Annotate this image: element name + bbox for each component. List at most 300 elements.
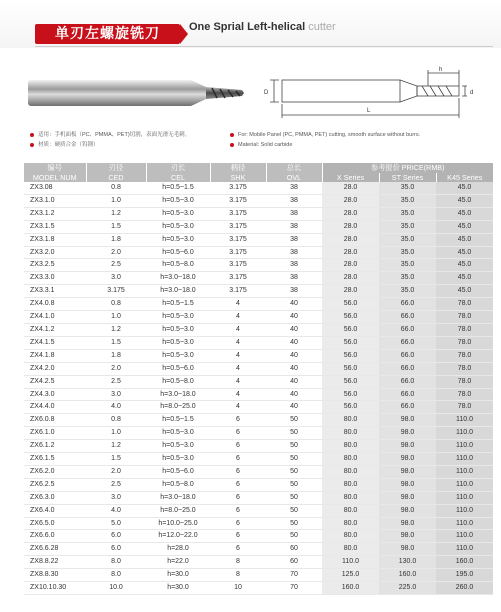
cell-ovl: 50 [266, 504, 322, 517]
cell-ced: 2.5 [86, 375, 146, 388]
cell-cel: h=0.5~1.5 [146, 414, 210, 427]
table-row [24, 220, 493, 233]
cell-ced: 1.2 [86, 207, 146, 220]
cell-k: 110.0 [436, 504, 493, 517]
cell-model: ZX3.1.2 [24, 207, 86, 220]
header-cel-cn: 刃长 [146, 163, 210, 173]
cell-model: ZX3.2.0 [24, 246, 86, 259]
cell-shk: 3.175 [210, 233, 266, 246]
cell-cel: h=30.0 [146, 569, 210, 582]
cell-cel: h=0.5~3.0 [146, 427, 210, 440]
table-row [24, 453, 493, 466]
cell-x: 80.0 [322, 517, 379, 530]
cell-x: 80.0 [322, 530, 379, 543]
table-row [24, 233, 493, 246]
cell-st: 98.0 [379, 414, 436, 427]
cell-cel: h=0.5~8.0 [146, 259, 210, 272]
cell-x: 125.0 [322, 569, 379, 582]
cell-k: 45.0 [436, 246, 493, 259]
cell-shk: 6 [210, 491, 266, 504]
header-ovl-en: OVL [266, 173, 322, 183]
cell-st: 98.0 [379, 517, 436, 530]
cell-x: 80.0 [322, 453, 379, 466]
cell-k: 110.0 [436, 543, 493, 556]
header-st-series: ST Series [379, 173, 436, 183]
cell-st: 98.0 [379, 453, 436, 466]
header-model-cn: 编号 [24, 163, 86, 173]
cell-ovl: 40 [266, 388, 322, 401]
cell-ced: 1.5 [86, 220, 146, 233]
cell-x: 56.0 [322, 362, 379, 375]
cell-x: 56.0 [322, 323, 379, 336]
cell-cel: h=3.0~18.0 [146, 491, 210, 504]
cell-ced: 1.8 [86, 349, 146, 362]
cell-ced: 0.8 [86, 182, 146, 194]
cell-ovl: 50 [266, 491, 322, 504]
cell-model: ZX6.4.0 [24, 504, 86, 517]
cell-x: 80.0 [322, 491, 379, 504]
cell-model: ZX3.08 [24, 182, 86, 194]
title-en [189, 21, 336, 33]
cell-ovl: 38 [266, 285, 322, 298]
table-row [24, 311, 493, 324]
table-row [24, 388, 493, 401]
cell-shk: 6 [210, 427, 266, 440]
cell-model: ZX6.1.5 [24, 453, 86, 466]
cell-x: 80.0 [322, 465, 379, 478]
cell-shk: 6 [210, 504, 266, 517]
title-en-main: One Sprial Left-helical [189, 21, 309, 33]
cell-ovl: 40 [266, 311, 322, 324]
table-row [24, 427, 493, 440]
cell-ced: 3.0 [86, 491, 146, 504]
cell-shk: 3.175 [210, 194, 266, 207]
cell-model: ZX4.0.8 [24, 298, 86, 311]
cell-x: 28.0 [322, 233, 379, 246]
cell-st: 66.0 [379, 311, 436, 324]
cell-k: 45.0 [436, 259, 493, 272]
bottom-fade [0, 605, 501, 612]
cell-ced: 10.0 [86, 582, 146, 595]
cell-ced: 3.0 [86, 272, 146, 285]
cell-ced: 3.175 [86, 285, 146, 298]
cell-model: ZX6.1.2 [24, 440, 86, 453]
cell-x: 28.0 [322, 182, 379, 194]
table-row [24, 207, 493, 220]
cell-ovl: 40 [266, 375, 322, 388]
bullet-icon [230, 133, 234, 137]
cell-k: 110.0 [436, 478, 493, 491]
cell-st: 98.0 [379, 491, 436, 504]
cell-cel: h=0.5~3.0 [146, 233, 210, 246]
cell-st: 66.0 [379, 336, 436, 349]
header-ced-en: CED [86, 173, 146, 183]
cell-ced: 1.0 [86, 427, 146, 440]
bullet-icon [230, 143, 234, 147]
table-row [24, 556, 493, 569]
cell-shk: 4 [210, 388, 266, 401]
cell-ced: 8.0 [86, 556, 146, 569]
cell-ovl: 60 [266, 556, 322, 569]
cell-ced: 4.0 [86, 504, 146, 517]
cell-k: 45.0 [436, 194, 493, 207]
table-row [24, 491, 493, 504]
cell-ovl: 38 [266, 207, 322, 220]
cell-ovl: 50 [266, 414, 322, 427]
label-D: D [264, 90, 269, 96]
cell-st: 225.0 [379, 582, 436, 595]
cell-cel: h=3.0~18.0 [146, 388, 210, 401]
cell-shk: 4 [210, 323, 266, 336]
cell-shk: 3.175 [210, 285, 266, 298]
cell-shk: 6 [210, 543, 266, 556]
cell-k: 45.0 [436, 285, 493, 298]
cell-ced: 2.0 [86, 465, 146, 478]
cell-k: 110.0 [436, 517, 493, 530]
cell-ced: 1.2 [86, 323, 146, 336]
cell-k: 110.0 [436, 440, 493, 453]
cell-cel: h=0.5~3.0 [146, 323, 210, 336]
cell-model: ZX8.8.22 [24, 556, 86, 569]
cell-ovl: 40 [266, 336, 322, 349]
cell-shk: 3.175 [210, 220, 266, 233]
header-model-en: MODEL NUM [24, 173, 86, 183]
cell-st: 98.0 [379, 504, 436, 517]
cell-x: 28.0 [322, 285, 379, 298]
table-row [24, 517, 493, 530]
cell-ced: 5.0 [86, 517, 146, 530]
cell-model: ZX6.6.28 [24, 543, 86, 556]
table-row [24, 194, 493, 207]
cell-k: 78.0 [436, 349, 493, 362]
cell-model: ZX3.3.0 [24, 272, 86, 285]
cell-model: ZX6.5.0 [24, 517, 86, 530]
cell-k: 195.0 [436, 569, 493, 582]
cell-model: ZX3.1.5 [24, 220, 86, 233]
cell-ovl: 50 [266, 530, 322, 543]
note-en-2: Material: Solid carbide [230, 140, 500, 150]
cell-x: 56.0 [322, 388, 379, 401]
cell-ced: 2.0 [86, 362, 146, 375]
cell-ovl: 40 [266, 401, 322, 414]
cell-ovl: 38 [266, 220, 322, 233]
cell-x: 80.0 [322, 543, 379, 556]
cell-k: 110.0 [436, 465, 493, 478]
cell-cel: h=0.5~6.0 [146, 362, 210, 375]
cell-cel: h=0.5~3.0 [146, 220, 210, 233]
cell-cel: h=0.5~3.0 [146, 311, 210, 324]
cell-model: ZX3.1.0 [24, 194, 86, 207]
note-cn-1: 适用：手机面板（PC、PMMA、PET)切割，表面光滑无毛刺。 [30, 130, 250, 140]
header-ovl-cn: 总长 [266, 163, 322, 173]
cell-x: 28.0 [322, 220, 379, 233]
table-row [24, 530, 493, 543]
cell-shk: 6 [210, 440, 266, 453]
cell-model: ZX6.2.5 [24, 478, 86, 491]
cell-st: 98.0 [379, 427, 436, 440]
cell-st: 35.0 [379, 285, 436, 298]
cell-x: 56.0 [322, 298, 379, 311]
cell-shk: 4 [210, 401, 266, 414]
cell-model: ZX6.0.8 [24, 414, 86, 427]
cell-ovl: 40 [266, 349, 322, 362]
cell-ovl: 60 [266, 543, 322, 556]
cell-cel: h=0.5~3.0 [146, 207, 210, 220]
cell-cel: h=12.0~22.0 [146, 530, 210, 543]
cell-x: 80.0 [322, 414, 379, 427]
cell-k: 78.0 [436, 336, 493, 349]
cell-ovl: 40 [266, 298, 322, 311]
cell-ovl: 50 [266, 517, 322, 530]
cell-shk: 6 [210, 465, 266, 478]
cell-x: 28.0 [322, 246, 379, 259]
cell-ovl: 50 [266, 440, 322, 453]
cell-x: 56.0 [322, 311, 379, 324]
title-rule [35, 46, 493, 47]
cell-shk: 6 [210, 414, 266, 427]
cell-ced: 8.0 [86, 569, 146, 582]
cell-shk: 6 [210, 478, 266, 491]
cell-ovl: 70 [266, 569, 322, 582]
cell-k: 45.0 [436, 207, 493, 220]
cell-shk: 6 [210, 453, 266, 466]
table-row [24, 182, 493, 194]
cell-x: 28.0 [322, 194, 379, 207]
header-price-title: 参考报价 PRICE(RMB) [322, 163, 493, 173]
cell-st: 66.0 [379, 388, 436, 401]
cell-cel: h=0.5~8.0 [146, 375, 210, 388]
bullet-icon [30, 143, 34, 147]
cell-model: ZX4.1.5 [24, 336, 86, 349]
cell-st: 35.0 [379, 233, 436, 246]
cell-shk: 3.175 [210, 182, 266, 194]
cell-shk: 8 [210, 569, 266, 582]
table-row [24, 349, 493, 362]
cell-k: 45.0 [436, 233, 493, 246]
cell-x: 28.0 [322, 259, 379, 272]
table-row [24, 285, 493, 298]
cell-cel: h=22.0 [146, 556, 210, 569]
cell-k: 110.0 [436, 530, 493, 543]
cell-ced: 6.0 [86, 543, 146, 556]
cell-model: ZX3.2.5 [24, 259, 86, 272]
cell-ced: 6.0 [86, 530, 146, 543]
cell-k: 45.0 [436, 272, 493, 285]
table-header-cn [24, 163, 493, 173]
cell-x: 28.0 [322, 272, 379, 285]
cell-k: 110.0 [436, 453, 493, 466]
cell-ced: 1.0 [86, 194, 146, 207]
cell-x: 56.0 [322, 336, 379, 349]
cell-model: ZX4.1.8 [24, 349, 86, 362]
cell-shk: 4 [210, 375, 266, 388]
notes-cn [30, 130, 250, 150]
label-h: h [439, 67, 443, 73]
cell-ovl: 38 [266, 246, 322, 259]
table-row [24, 298, 493, 311]
cell-ced: 4.0 [86, 401, 146, 414]
cell-model: ZX4.1.0 [24, 311, 86, 324]
cell-k: 110.0 [436, 414, 493, 427]
cell-x: 56.0 [322, 375, 379, 388]
cell-x: 56.0 [322, 349, 379, 362]
cell-ced: 1.5 [86, 336, 146, 349]
cell-k: 78.0 [436, 323, 493, 336]
cell-ovl: 40 [266, 323, 322, 336]
cell-cel: h=0.5~1.5 [146, 182, 210, 194]
cell-st: 98.0 [379, 465, 436, 478]
spec-table [24, 163, 493, 595]
header-x-series: X Series [322, 173, 379, 183]
cell-shk: 6 [210, 530, 266, 543]
cell-model: ZX10.10.30 [24, 582, 86, 595]
table-row [24, 414, 493, 427]
cell-shk: 4 [210, 362, 266, 375]
cell-k: 45.0 [436, 220, 493, 233]
cell-cel: h=8.0~25.0 [146, 401, 210, 414]
title-cn-badge: 单刃左螺旋铣刀 [35, 24, 180, 44]
table-row [24, 478, 493, 491]
cell-ced: 1.8 [86, 233, 146, 246]
cell-cel: h=0.5~6.0 [146, 246, 210, 259]
cell-x: 160.0 [322, 582, 379, 595]
cell-st: 35.0 [379, 207, 436, 220]
cell-shk: 4 [210, 349, 266, 362]
cell-st: 98.0 [379, 530, 436, 543]
cell-k: 260.0 [436, 582, 493, 595]
cell-ced: 2.0 [86, 246, 146, 259]
table-body [24, 182, 493, 595]
cell-model: ZX6.1.0 [24, 427, 86, 440]
cell-cel: h=0.5~3.0 [146, 440, 210, 453]
cell-model: ZX6.3.0 [24, 491, 86, 504]
cell-model: ZX4.4.0 [24, 401, 86, 414]
cell-cel: h=0.5~3.0 [146, 453, 210, 466]
cell-ovl: 50 [266, 453, 322, 466]
cutter-photo [26, 66, 248, 120]
cell-st: 160.0 [379, 569, 436, 582]
header-shk-cn: 柄径 [210, 163, 266, 173]
cell-st: 66.0 [379, 401, 436, 414]
cell-k: 78.0 [436, 375, 493, 388]
note-en-1: For: Mobile Panel (PC, PMMA, PET) cutting, smooth surface without burrs. [230, 130, 500, 140]
cell-shk: 4 [210, 336, 266, 349]
cell-ced: 2.5 [86, 259, 146, 272]
cell-ovl: 50 [266, 465, 322, 478]
table-row [24, 375, 493, 388]
cell-st: 98.0 [379, 440, 436, 453]
cell-shk: 4 [210, 298, 266, 311]
table-row [24, 362, 493, 375]
cell-model: ZX6.6.0 [24, 530, 86, 543]
note-cn-2: 材质：硬质合金（钨钢） [30, 140, 250, 150]
cell-st: 35.0 [379, 272, 436, 285]
cell-st: 35.0 [379, 194, 436, 207]
cell-ced: 3.0 [86, 388, 146, 401]
cell-x: 80.0 [322, 427, 379, 440]
table-row [24, 543, 493, 556]
cell-st: 66.0 [379, 375, 436, 388]
cell-ced: 1.2 [86, 440, 146, 453]
notes-en [230, 130, 500, 150]
cell-model: ZX3.3.1 [24, 285, 86, 298]
table-row [24, 440, 493, 453]
table-row [24, 336, 493, 349]
cell-shk: 3.175 [210, 207, 266, 220]
cell-x: 80.0 [322, 504, 379, 517]
label-d: d [470, 90, 474, 96]
table-row [24, 246, 493, 259]
bullet-icon [30, 133, 34, 137]
cell-st: 130.0 [379, 556, 436, 569]
cell-ovl: 38 [266, 194, 322, 207]
cell-ced: 0.8 [86, 298, 146, 311]
table-row [24, 569, 493, 582]
table-header-en [24, 173, 493, 183]
cell-cel: h=0.5~3.0 [146, 336, 210, 349]
cutter-dimension-diagram [262, 64, 494, 122]
cell-st: 98.0 [379, 543, 436, 556]
cell-st: 66.0 [379, 362, 436, 375]
cell-cel: h=3.0~18.0 [146, 272, 210, 285]
cell-k: 110.0 [436, 427, 493, 440]
cell-cel: h=8.0~25.0 [146, 504, 210, 517]
table-row [24, 465, 493, 478]
cell-shk: 3.175 [210, 259, 266, 272]
header-cel-en: CEL [146, 173, 210, 183]
cell-x: 80.0 [322, 478, 379, 491]
cell-cel: h=0.5~3.0 [146, 349, 210, 362]
cell-ovl: 50 [266, 478, 322, 491]
cell-model: ZX4.3.0 [24, 388, 86, 401]
table-row [24, 272, 493, 285]
title-en-grey: cutter [308, 21, 336, 33]
cell-st: 66.0 [379, 349, 436, 362]
cell-cel: h=0.5~1.5 [146, 298, 210, 311]
cell-st: 35.0 [379, 220, 436, 233]
cell-cel: h=10.0~25.0 [146, 517, 210, 530]
cell-ovl: 70 [266, 582, 322, 595]
cell-x: 110.0 [322, 556, 379, 569]
table-row [24, 504, 493, 517]
cell-k: 110.0 [436, 491, 493, 504]
cell-k: 78.0 [436, 298, 493, 311]
cell-cel: h=0.5~6.0 [146, 465, 210, 478]
cell-ovl: 50 [266, 427, 322, 440]
cell-cel: h=0.5~8.0 [146, 478, 210, 491]
cell-k: 78.0 [436, 311, 493, 324]
cell-ovl: 40 [266, 362, 322, 375]
cell-shk: 6 [210, 517, 266, 530]
table-row [24, 323, 493, 336]
cell-k: 45.0 [436, 182, 493, 194]
header-ced-cn: 刃径 [86, 163, 146, 173]
cell-ced: 0.8 [86, 414, 146, 427]
cell-k: 160.0 [436, 556, 493, 569]
cell-model: ZX4.1.2 [24, 323, 86, 336]
cell-shk: 3.175 [210, 246, 266, 259]
cell-cel: h=0.5~3.0 [146, 194, 210, 207]
cell-x: 80.0 [322, 440, 379, 453]
cell-x: 56.0 [322, 401, 379, 414]
cell-ovl: 38 [266, 233, 322, 246]
cell-model: ZX6.2.0 [24, 465, 86, 478]
cell-k: 78.0 [436, 362, 493, 375]
cell-cel: h=3.0~18.0 [146, 285, 210, 298]
cell-shk: 3.175 [210, 272, 266, 285]
cell-ced: 1.5 [86, 453, 146, 466]
cell-ovl: 38 [266, 259, 322, 272]
